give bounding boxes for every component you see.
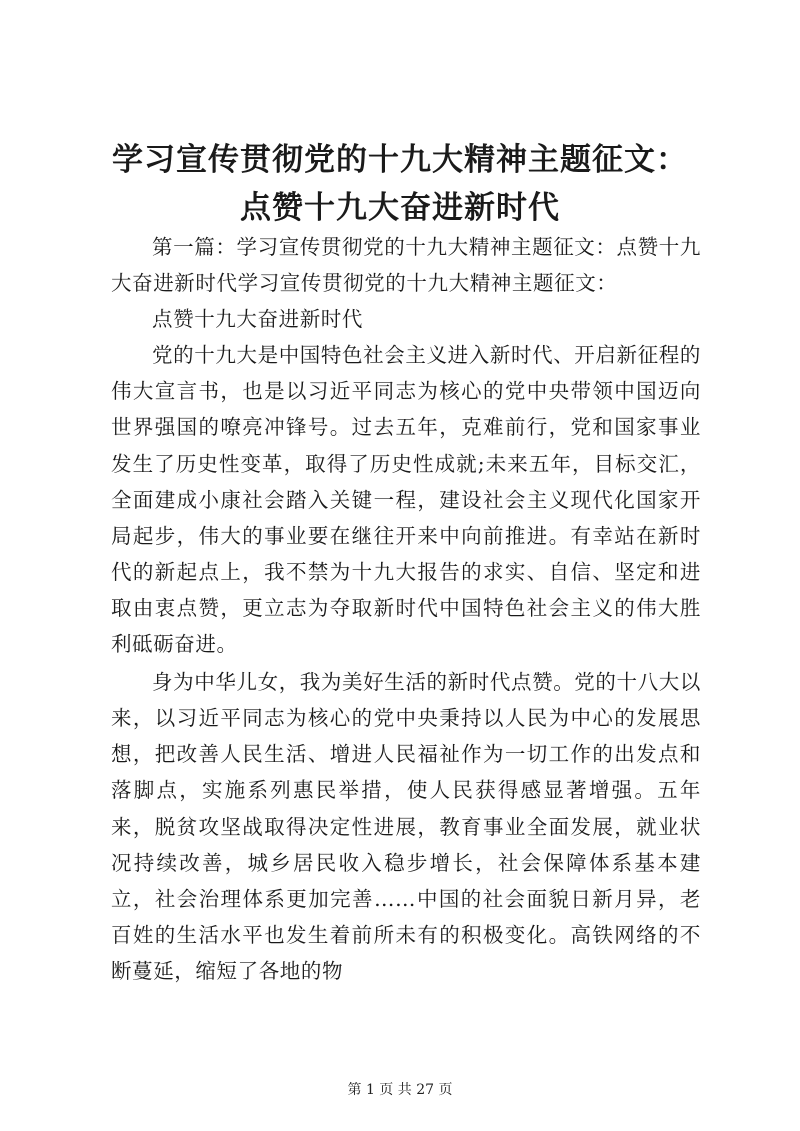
paragraph-subtitle: 点赞十九大奋进新时代 xyxy=(152,307,363,332)
document-body xyxy=(111,229,701,989)
page-footer: 第 1 页 共 27 页 xyxy=(347,1082,453,1098)
paragraph-intro: 第一篇：学习宣传贯彻党的十九大精神主题征文：点赞十九大奋进新时代学习宣传贯彻党的十九大精神主题征文： xyxy=(111,235,701,296)
paragraph-better-life: 身为中华儿女，我为美好生活的新时代点赞。党的十八大以来，以习近平同志为核心的党中央秉持以人民为中心的发展思想，把改善人民生活、增进人民福祉作为一切工作的出发点和落脚点，实施系列惠民举措，使人民获得感显著增强。五年来，脱贫攻坚战取得决定性进展，教育事业全面发展，就业状况持续改善，城乡居民收入稳步增长，社会保障体系基本建立，社会治理体系更加完善……中国的社会面貌日新月异，老百姓的生活水平也发生着前所未有的积极变化。高铁网络的不断蔓延，缩短了各地的物 xyxy=(111,670,701,983)
document-title: 学习宣传贯彻党的十九大精神主题征文：点赞十九大奋进新时代 xyxy=(112,142,688,226)
paragraph-nineteenth-congress: 党的十九大是中国特色社会主义进入新时代、开启新征程的伟大宣言书，也是以习近平同志为核心的党中央带领中国迈向世界强国的嘹亮冲锋号。过去五年，克难前行，党和国家事业发生了历史性变革，取得了历史性成就;未来五年，目标交汇，全面建成小康社会踏入关键一程，建设社会主义现代化国家开局起步，伟大的事业要在继往开来中向前推进。有幸站在新时代的新起点上，我不禁为十九大报告的求实、自信、坚定和进取由衷点赞，更立志为夺取新时代中国特色社会主义的伟大胜利砥砺奋进。 xyxy=(111,343,701,657)
